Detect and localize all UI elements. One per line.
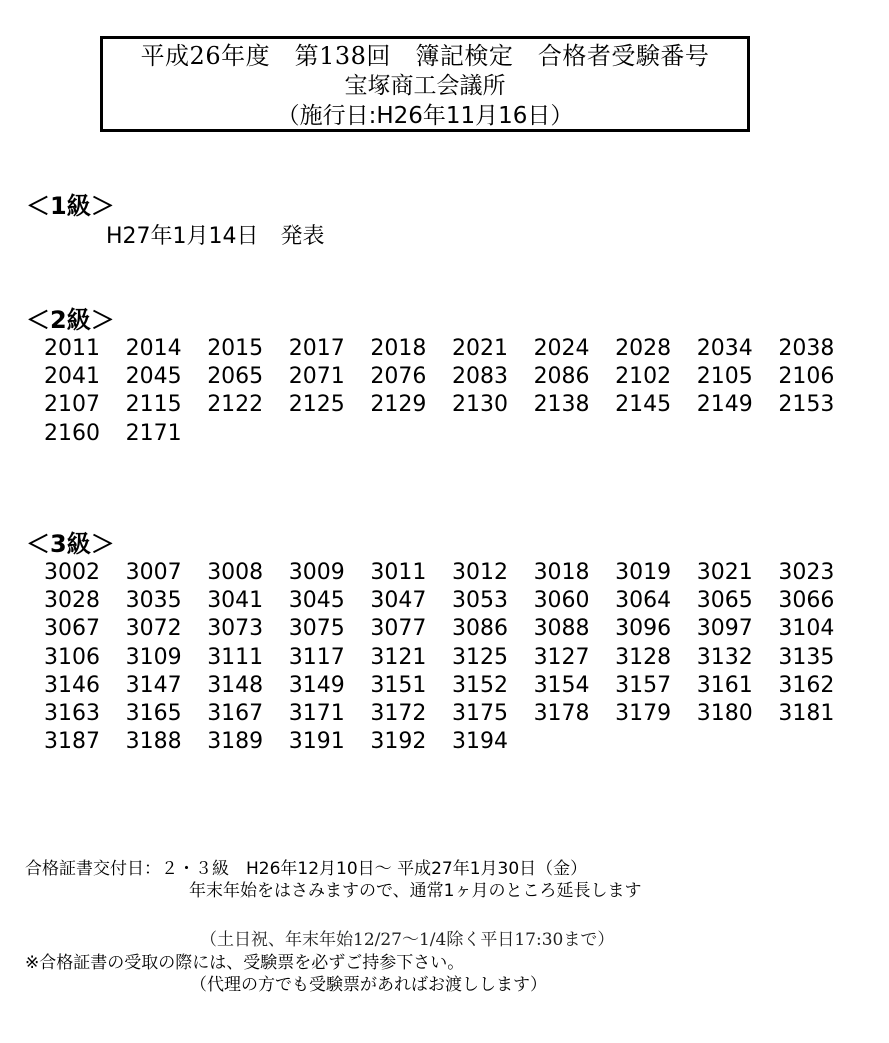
exam-number: 3162 [778,672,835,698]
exam-number: 2028 [615,336,672,361]
exam-number: 3077 [370,616,427,642]
exam-number: 3060 [533,588,590,614]
exam-number: 3097 [696,616,753,642]
exam-number: 3002 [44,560,100,585]
exam-number: 3194 [451,729,508,755]
exam-number: 2018 [370,336,427,361]
grade3-number-grid [44,559,860,756]
exam-number: 3012 [451,560,508,585]
exam-number: 2130 [451,392,508,418]
exam-number: 2076 [370,364,427,390]
exam-number: 2038 [778,336,835,361]
exam-number: 3181 [778,700,835,726]
exam-number: 3149 [288,672,345,698]
exam-number: 3072 [125,616,182,642]
proxy-note: （代理の方でも受験票があればお渡しします） [190,975,547,995]
exam-number: 3106 [44,644,100,670]
exam-number: 3053 [451,588,508,614]
exam-number: 3175 [451,700,508,726]
exam-number: 2105 [696,364,753,390]
exam-number: 3152 [451,672,508,698]
exam-number: 2041 [44,364,100,390]
exam-number: 3147 [125,672,182,698]
exam-number: 2129 [370,392,427,418]
exam-number: 2086 [533,364,590,390]
bring-ticket-note: ※合格証書の受取の際には、受験票を必ずご持参下さい。 [25,953,465,973]
exam-number: 2149 [696,392,753,418]
exam-number: 2107 [44,392,100,418]
exam-number: 3132 [696,644,753,670]
exam-number: 3009 [288,560,345,585]
exam-number: 3111 [207,644,264,670]
exam-number: 3028 [44,588,100,614]
exam-number: 2071 [288,364,345,390]
exam-number: 3008 [207,560,264,585]
exam-number: 2125 [288,392,345,418]
exam-number: 3154 [533,672,590,698]
exam-number: 3189 [207,729,264,755]
exam-number: 2106 [778,364,835,390]
exam-number: 3075 [288,616,345,642]
certificate-delivery-dates: 合格証書交付日：２・３級 H26年12月10日～ 平成27年1月30日（金） [25,859,588,879]
office-hours-note: （土日祝、年末年始12/27～1/4除く平日17:30まで） [200,930,615,950]
exam-number: 3045 [288,588,345,614]
exam-number: 2045 [125,364,182,390]
exam-number: 2102 [615,364,672,390]
exam-number: 3146 [44,672,100,698]
exam-number: 3163 [44,700,100,726]
exam-number: 3088 [533,616,590,642]
exam-number: 2122 [207,392,264,418]
exam-number: 3165 [125,700,182,726]
exam-number: 3023 [778,560,835,585]
exam-number: 2017 [288,336,345,361]
exam-number: 3192 [370,729,427,755]
exam-number: 3035 [125,588,182,614]
exam-number: 3148 [207,672,264,698]
exam-number: 2083 [451,364,508,390]
exam-number: 3188 [125,729,182,755]
exam-number: 3047 [370,588,427,614]
exam-number: 3019 [615,560,672,585]
exam-number: 2153 [778,392,835,418]
exam-number: 2160 [44,420,100,446]
exam-number: 2115 [125,392,182,418]
exam-number: 2011 [44,336,100,361]
grade2-number-grid [44,335,860,448]
exam-number: 3117 [288,644,345,670]
organization-name: 宝塚商工会議所 [344,73,506,99]
exam-number: 3180 [696,700,753,726]
exam-number: 3065 [696,588,753,614]
exam-number: 3073 [207,616,264,642]
exam-number: 3067 [44,616,100,642]
exam-number: 3066 [778,588,835,614]
exam-number: 3007 [125,560,182,585]
exam-number: 3021 [696,560,753,585]
exam-number: 2171 [125,420,182,446]
exam-number: 2021 [451,336,508,361]
exam-number: 3178 [533,700,590,726]
exam-title: 平成26年度 第138回 簿記検定 合格者受験番号 [140,42,710,70]
exam-number: 3151 [370,672,427,698]
exam-number: 3041 [207,588,264,614]
exam-number: 3161 [696,672,753,698]
exam-number: 3109 [125,644,182,670]
exam-number: 3125 [451,644,508,670]
exam-number: 3064 [615,588,672,614]
exam-number: 2014 [125,336,182,361]
exam-number: 3179 [615,700,672,726]
exam-number: 2034 [696,336,753,361]
exam-number: 3018 [533,560,590,585]
exam-number: 3127 [533,644,590,670]
grade2-heading: ＜2級＞ [26,306,115,334]
exam-number: 3096 [615,616,672,642]
exam-number: 2065 [207,364,264,390]
exam-date: （施行日:H26年11月16日） [276,103,574,129]
exam-number: 3011 [370,560,427,585]
exam-number: 3104 [778,616,835,642]
exam-number: 2024 [533,336,590,361]
exam-number: 2138 [533,392,590,418]
exam-number: 3135 [778,644,835,670]
grade3-heading: ＜3級＞ [26,530,115,558]
title-box [100,36,750,132]
exam-number: 3167 [207,700,264,726]
grade1-announcement: H27年1月14日 発表 [106,224,325,249]
exam-number: 3191 [288,729,345,755]
exam-number: 3128 [615,644,672,670]
exam-number: 3121 [370,644,427,670]
grade1-heading: ＜1級＞ [26,192,115,220]
exam-number: 3086 [451,616,508,642]
exam-number: 3187 [44,729,100,755]
exam-number: 2015 [207,336,264,361]
extension-note: 年末年始をはさみますので、通常1ヶ月のところ延長します [189,881,642,901]
exam-number: 2145 [615,392,672,418]
exam-number: 3157 [615,672,672,698]
exam-number: 3172 [370,700,427,726]
exam-number: 3171 [288,700,345,726]
